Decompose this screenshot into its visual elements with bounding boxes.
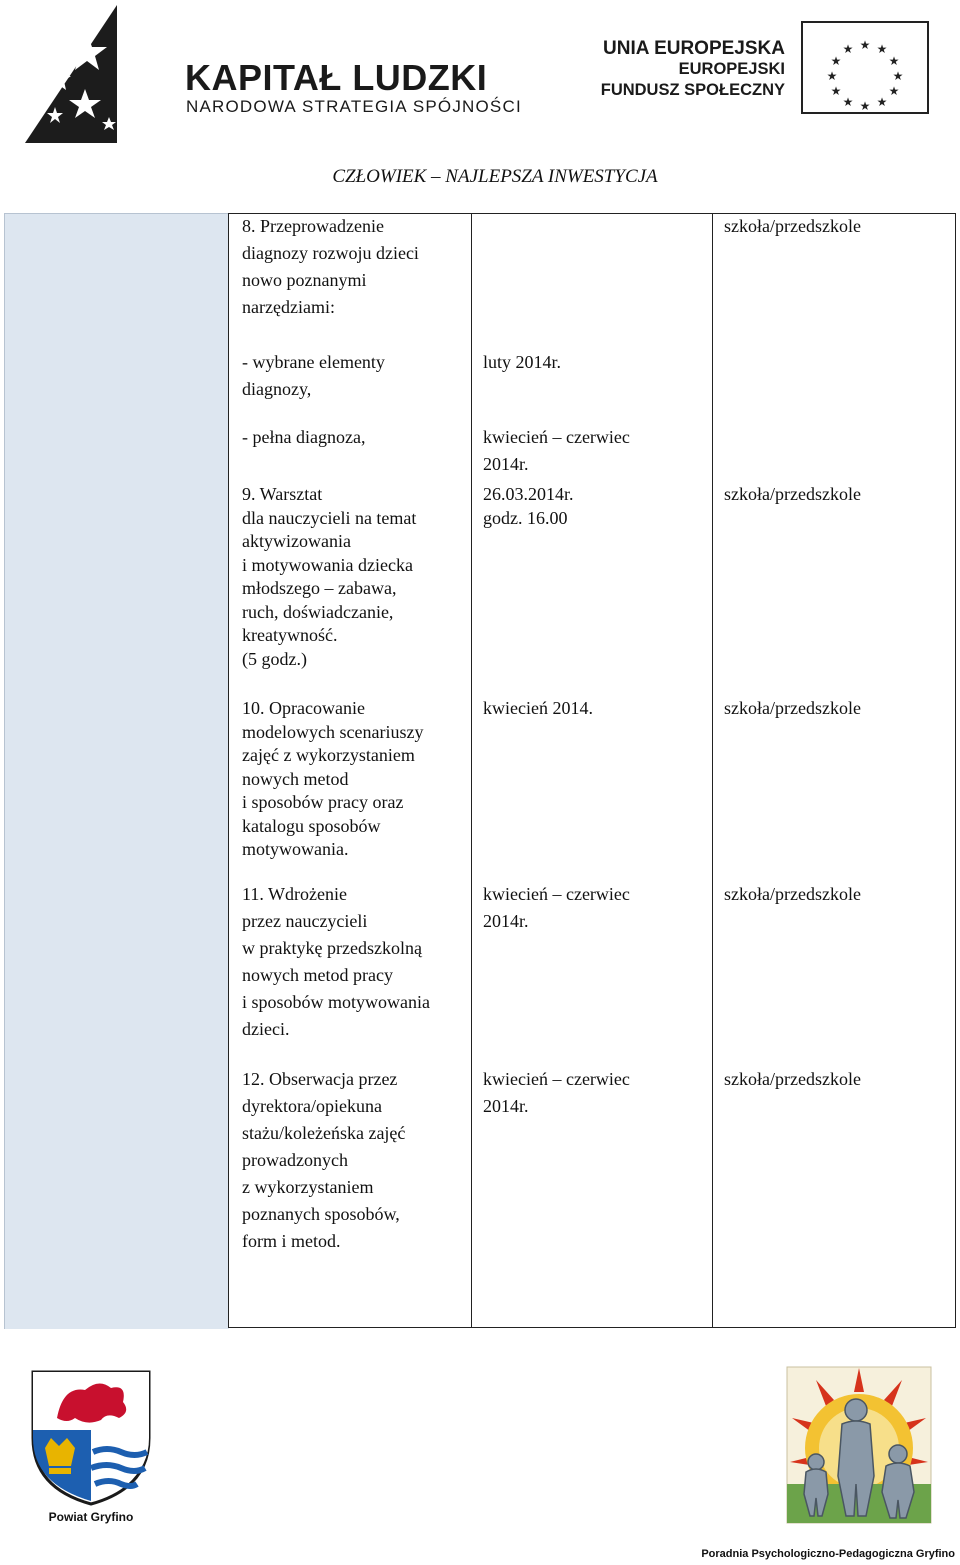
task-11-line-2: przez nauczycieli: [242, 911, 368, 931]
task-9-line-5: młodszego – zabawa,: [242, 578, 397, 598]
date-11-line-1: kwiecień – czerwiec: [483, 884, 630, 904]
task-12-line-7: form i metod.: [242, 1231, 341, 1251]
task-8-line-1: 8. Przeprowadzenie: [242, 216, 384, 236]
place-cell-9: szkoła/przedszkole: [724, 484, 861, 504]
powiat-label: Powiat Gryfino: [48, 1510, 134, 1524]
table-column-divider-1: [471, 213, 472, 1328]
motto: CZŁOWIEK – NAJLEPSZA INWESTYCJA: [332, 166, 658, 187]
svg-text:★: ★: [830, 84, 842, 98]
task-10-line-3: zajęć z wykorzystaniem: [242, 745, 415, 765]
kapital-ludzki-title: KAPITAŁ LUDZKI: [185, 57, 488, 98]
date-cell-8a: luty 2014r.: [483, 352, 562, 372]
task-9-line-3: aktywizowania: [242, 531, 351, 551]
task-cell-8b: - pełna diagnoza,: [242, 427, 366, 447]
kapital-ludzki-logo-icon: [25, 5, 150, 145]
task-12-line-1: 12. Obserwacja przez: [242, 1069, 398, 1089]
svg-text:★: ★: [830, 54, 842, 68]
task-10-line-2: modelowych scenariuszy: [242, 721, 424, 742]
kapital-ludzki-subtitle: NARODOWA STRATEGIA SPÓJNOŚCI: [186, 97, 522, 116]
date-11-line-2: 2014r.: [483, 911, 529, 931]
task-9-line-1: 9. Warsztat: [242, 484, 323, 504]
task-8-line-2: diagnozy rozwoju dzieci: [242, 243, 419, 263]
task-cell-8: [242, 213, 419, 321]
date-8b-line-2: 2014r.: [483, 454, 529, 474]
task-12-line-3: stażu/koleżeńska zajęć: [242, 1123, 406, 1143]
task-cell-10: [242, 697, 423, 862]
task-8-line-3: nowo poznanymi: [242, 270, 367, 290]
date-cell-9: [483, 483, 574, 530]
date-12-line-2: 2014r.: [483, 1096, 529, 1116]
eu-flag-icon: [803, 23, 927, 112]
date-9-line-2: godz. 16.00: [483, 507, 568, 528]
svg-text:★: ★: [826, 69, 838, 83]
table-column-divider-2: [712, 213, 713, 1328]
place-cell-10: szkoła/przedszkole: [724, 698, 861, 718]
task-12-line-6: poznanych sposobów,: [242, 1204, 400, 1224]
task-cell-12: [242, 1066, 405, 1255]
date-cell-12: [483, 1066, 630, 1120]
task-10-line-5: i sposobów pracy oraz: [242, 792, 404, 812]
poradnia-family-sun-logo-icon: [786, 1366, 932, 1524]
eu-flag: [801, 21, 929, 114]
svg-text:★: ★: [859, 38, 871, 52]
task-11-line-6: dzieci.: [242, 1019, 290, 1039]
task-9-line-6: ruch, doświadczanie,: [242, 601, 394, 622]
poradnia-footer-label: Poradnia Psychologiczno-Pedagogiczna Gryfino: [701, 1548, 955, 1560]
place-cell-12: szkoła/przedszkole: [724, 1069, 861, 1089]
svg-text:★: ★: [842, 42, 854, 56]
task-11-line-3: w praktykę przedszkolną: [242, 938, 422, 958]
svg-text:★: ★: [888, 54, 900, 68]
task-12-line-4: prowadzonych: [242, 1150, 348, 1170]
svg-text:★: ★: [876, 95, 888, 109]
task-12-line-2: dyrektora/opiekuna: [242, 1096, 382, 1116]
task-12-line-5: z wykorzystaniem: [242, 1177, 374, 1197]
svg-text:★: ★: [876, 42, 888, 56]
eu-text-block: [600, 38, 785, 101]
task-9-line-7: kreatywność.: [242, 625, 338, 645]
date-cell-8b: [483, 424, 630, 478]
task-cell-8a: [242, 349, 385, 403]
task-9-line-4: i motywowania dziecka: [242, 554, 413, 575]
task-cell-11: [242, 881, 430, 1043]
task-11-line-1: 11. Wdrożenie: [242, 884, 347, 904]
eu-line-2: EUROPEJSKI: [678, 60, 785, 78]
task-10-line-6: katalogu sposobów: [242, 815, 381, 836]
place-cell-8: szkoła/przedszkole: [724, 216, 861, 236]
svg-text:★: ★: [892, 69, 904, 83]
svg-text:★: ★: [859, 99, 871, 112]
date-8b-line-1: kwiecień – czerwiec: [483, 427, 630, 447]
eu-line-1: UNIA EUROPEJSKA: [603, 38, 785, 59]
task-9-line-8: (5 godz.): [242, 648, 307, 669]
kapital-ludzki-logo: [25, 5, 522, 145]
task-10-line-1: 10. Opracowanie: [242, 698, 365, 718]
svg-text:★: ★: [842, 95, 854, 109]
poradnia-logo: [786, 1366, 932, 1524]
left-shaded-column: [4, 213, 229, 1329]
task-8a-line-2: diagnozy,: [242, 379, 312, 399]
place-cell-11: szkoła/przedszkole: [724, 884, 861, 904]
task-9-line-2: dla nauczycieli na temat: [242, 507, 417, 528]
task-10-line-7: motywowania.: [242, 839, 349, 859]
powiat-gryfino-coat-of-arms: [27, 1368, 155, 1523]
date-cell-10: kwiecień 2014.: [483, 698, 593, 718]
date-cell-11: [483, 881, 630, 935]
task-8-line-4: narzędziami:: [242, 297, 335, 317]
date-12-line-1: kwiecień – czerwiec: [483, 1069, 630, 1089]
svg-text:★: ★: [888, 84, 900, 98]
task-8a-line-1: - wybrane elementy: [242, 352, 385, 372]
date-9-line-1: 26.03.2014r.: [483, 484, 574, 504]
task-10-line-4: nowych metod: [242, 768, 349, 789]
task-cell-9: [242, 483, 416, 671]
eu-line-3: FUNDUSZ SPOŁECZNY: [600, 81, 785, 99]
task-11-line-5: i sposobów motywowania: [242, 992, 430, 1012]
task-11-line-4: nowych metod pracy: [242, 965, 393, 985]
powiat-gryfino-coat-of-arms-icon: [27, 1368, 155, 1508]
